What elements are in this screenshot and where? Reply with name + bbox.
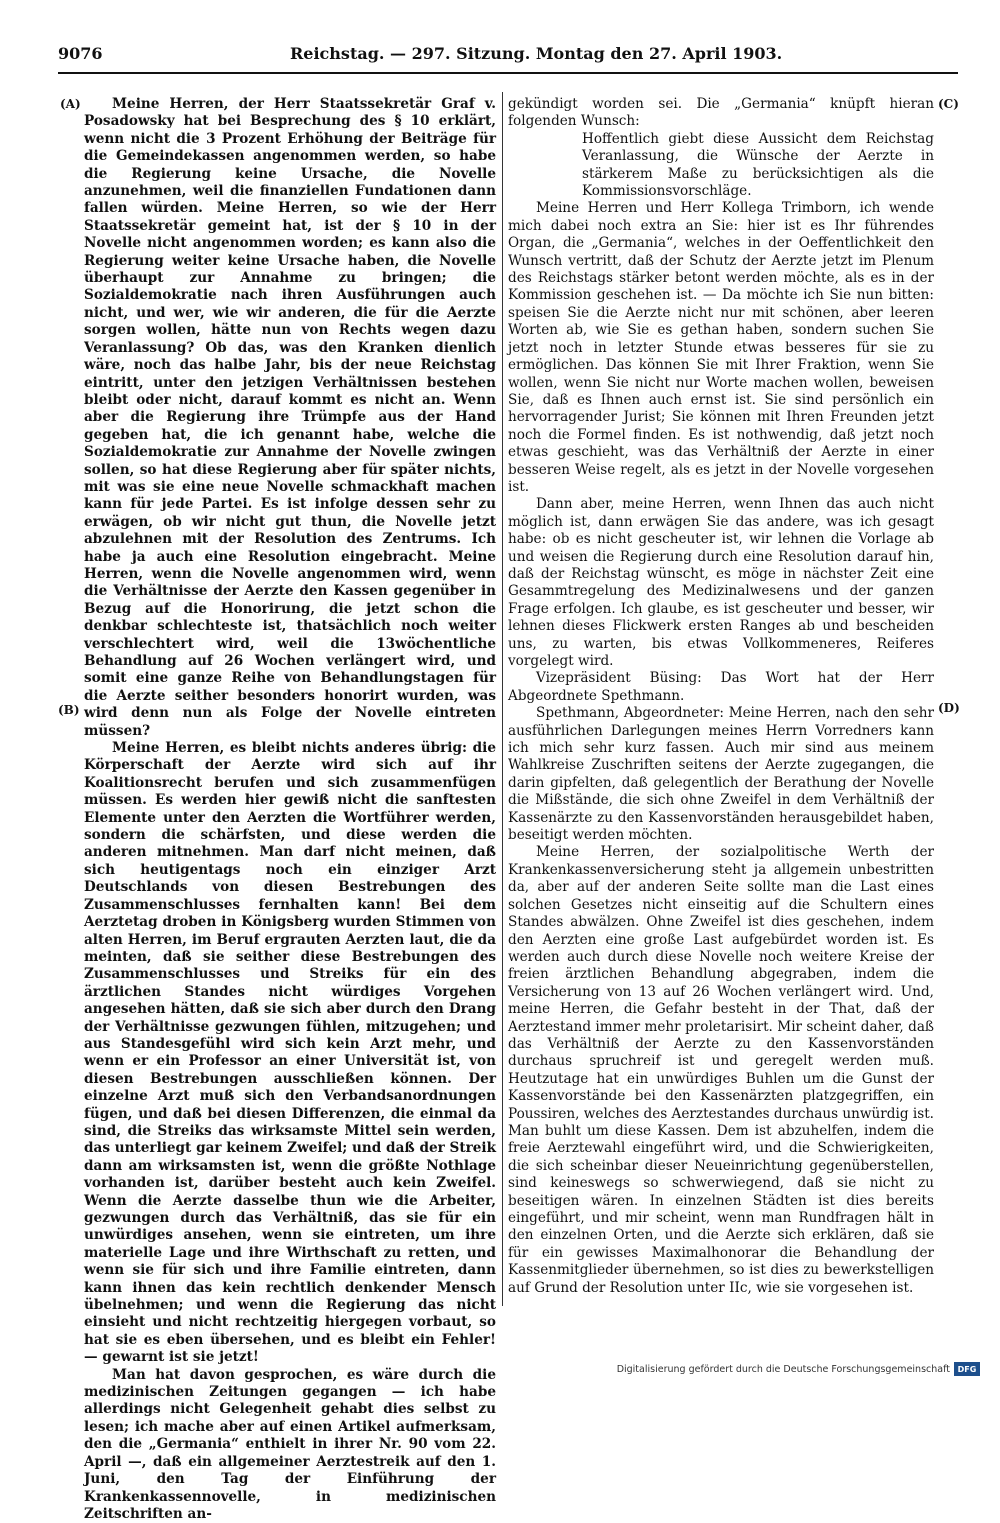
dfg-logo-icon: DFG — [954, 1362, 980, 1376]
left-paragraph-1: Meine Herren, der Herr Staatssekretär Graf v. Posadowsky hat bei Besprechung des § 10 erklärt, wenn nicht die 3 Prozent Erhöhung der Beiträge für die Gemeindekassen angenommen werden, so habe die Regierung keine Ursache, die Novelle anzunehmen, weil die finanziellen Fundationen dann fallen würden. Meine Herren, so wie der Herr Staatssekretär gemeint hat, ist der § 10 in der Novelle nicht angenommen worden; es kann also die Regierung weiter keine Ursache haben, die Novelle überhaupt zur Annahme zu bringen; die Sozialdemokratie nach ihren Ausführungen auch nicht, und wer, wie wir anderen, die für die Aerzte sorgen wollen, hätte nun von Rechts wegen dazu Veranlassung? Ob das, was den Kranken dienlich wäre, noch das halbe Jahr, bis der neue Reichstag eintritt, unter den jetzigen Verhältnissen bestehen bleibt oder nicht, darauf kommt es nicht an. Wenn aber die Regierung ihre Trümpfe aus der Hand gegeben hat, die ich genannt habe, welche die Sozialdemokratie zur Annahme der Novelle zwingen sollen, so hat diese Regierung aber für später nichts, mit was sie eine neue Novelle schmackhaft machen kann für jede Partei. Es ist infolge dessen sehr zu erwägen, ob wir nicht gut thun, die Novelle jetzt abzulehnen mit der Resolution des Zentrums. Ich habe ja auch eine Resolution eingebracht. Meine Herren, wenn die Novelle angenommen wird, wenn die Verhältnisse der Aerzte den Kassen gegenüber in Bezug auf die Honorirung, die jetzt schon die denkbar schlechteste ist, thatsächlich noch weiter verschlechtert wird, weil die 13wöchentliche Behandlung auf 26 Wochen verlängert wird, und somit eine ganze Reihe von Behandlungstagen für die Aerzte seither besonders honorirt wurden, was wird denn nun als Folge der Novelle eintreten müssen? — [84, 96, 496, 739]
header-rule — [58, 72, 958, 74]
right-paragraph-1: gekündigt worden sei. Die „Germania“ knüpft hieran folgenden Wunsch: — [508, 96, 934, 130]
margin-marker-d: (D) — [938, 701, 960, 715]
page-number: 9076 — [58, 44, 103, 63]
page-header — [58, 44, 958, 68]
funding-credit: Digitalisierung gefördert durch die Deutsche Forschungsgemeinschaft — [616, 1364, 950, 1375]
column-divider — [502, 92, 503, 1306]
left-paragraph-2: Meine Herren, es bleibt nichts anderes übrig: die Körperschaft der Aerzte wird sich auf ihr Koalitionsrecht berufen und sich zusammenfügen müssen. Es werden hier gewiß nicht die sanftesten Elemente unter den Aerzten die Wortführer werden, sondern die schärfsten, und diese werden die anderen mitnehmen. Man darf nicht meinen, daß sich heutigentags noch ein einziger Arzt Deutschlands von diesen Bestrebungen des Zusammenschlusses fernhalten kann! Bei dem Aerztetag droben in Königsberg wurden Stimmen von alten Herren, im Beruf ergrauten Aerzten laut, die da meinten, daß sie seither diese Bestrebungen des Zusammenschlusses und Streiks für ein des ärztlichen Standes nicht würdiges Vorgehen angesehen hätten, daß sie sich aber durch den Drang der Verhältnisse gezwungen fühlen, mitzugehen; und aus Standesgefühl wird sich kein Arzt mehr, und wenn er ein Professor an einer Universität ist, von diesen Bestrebungen ausschließen können. Der einzelne Arzt muß sich den Verbandsanordnungen fügen, und daß bei diesen Differenzen, die einmal da sind, die Streiks das wirksamste Mittel sein werden, das unterliegt gar keinem Zweifel; und daß der Streik dann am wirksamsten ist, wenn die größte Nothlage vorhanden ist, darüber besteht auch kein Zweifel. Wenn die Aerzte dasselbe thun wie die Arbeiter, gezwungen durch das Verhältniß, das sie für ein unwürdiges ansehen, wenn sie eintreten, um ihre materielle Lage und ihre Wirthschaft zu retten, und wenn sie für sich und ihre Familie eintreten, dann kann ihnen das kein rechtlich denkender Mensch übelnehmen; und wenn die Regierung das nicht einsieht und nicht rechtzeitig hiergegen vorbaut, so hat sie es eben übersehen, und es bleibt ein Fehler! — gewarnt ist sie jetzt! — [84, 740, 496, 1366]
margin-marker-b: (B) — [58, 703, 80, 717]
margin-marker-c: (C) — [938, 97, 959, 111]
left-column — [84, 96, 496, 1523]
germania-quote: Hoffentlich giebt diese Aussicht dem Reichstag Veranlassung, die Wünsche der Aerzte in stärkerem Maße zu berücksichtigen als die Kommissionsvorschläge. — [582, 130, 934, 200]
margin-marker-a: (A) — [60, 97, 81, 111]
footer — [580, 1362, 980, 1378]
right-paragraph-2: Meine Herren und Herr Kollega Trimborn, ich wende mich dabei noch extra an Sie: hier ist es Ihr führendes Organ, die „Germania“, welches in der Oeffentlichkeit den Wunsch vertritt, daß der Schutz der Aerzte jetzt im Plenum des Reichstags stärker betont werden möchte, als es in der Kommission geschehen ist. — Da möchte ich Sie nun bitten: speisen Sie die Aerzte nicht nur mit schönen, aber leeren Worten ab, wie Sie es gethan haben, sondern suchen Sie jetzt noch in letzter Stunde etwas besseres für sie zu ermöglichen. Das können Sie mit Ihrer Fraktion, wenn Sie wollen, wenn Sie nicht nur Worte machen wollen, beweisen Sie, daß es Ihnen auch ernst ist. Sie sind persönlich ein hervorragender Jurist; Sie können mit Ihren Freunden jetzt noch die Formel finden. Es ist nothwendig, daß jetzt noch etwas geschieht, was das Verhältniß der Aerzte in einer besseren Weise regelt, als es jetzt in der Novelle vorgesehen ist. — [508, 200, 934, 495]
speaker-vizepraesident: Vizepräsident Büsing: Das Wort hat der Herr Abgeordnete Spethmann. — [508, 670, 934, 704]
speaker-spethmann: Spethmann, Abgeordneter: Meine Herren, nach den sehr ausführlichen Darlegungen meines Herrn Vorredners kann ich mich sehr kurz fassen. Auch mir sind aus meinem Wahlkreise Zuschriften seitens der Aerzte zugegangen, die darin gipfelten, daß gelegentlich der Berathung der Novelle die Mißstände, die sich ohne Zweifel in dem Verhältniß der Kassenärzte zu den Kassenvorständen herausgebildet haben, beseitigt werden möchten. — [508, 705, 934, 844]
right-column — [508, 96, 934, 1297]
right-paragraph-3: Dann aber, meine Herren, wenn Ihnen das auch nicht möglich ist, dann erwägen Sie das andere, was ich gesagt habe: ob es nicht gescheuter ist, wir lehnen die Vorlage ab und weisen die Regierung durch eine Resolution darauf hin, daß der Reichstag wünscht, es möge in nächster Zeit eine Gesammtregelung des Medizinalwesens und der ganzen Frage erfolgen. Ich glaube, es ist gescheuter und besser, wir lehnen dieses Flickwerk ersten Ranges ab und bescheiden uns, zu warten, bis etwas Vollkommeneres, Reiferes vorgelegt wird. — [508, 496, 934, 669]
right-paragraph-6: Meine Herren, der sozialpolitische Werth der Krankenkassenversicherung steht ja allgemein unbestritten da, aber auf der anderen Seite sollte man die Last eines solchen Gesetzes nicht einseitig auf die Schultern eines Standes abwälzen. Ohne Zweifel ist dies geschehen, indem den Aerzten eine große Last aufgebürdet worden ist. Es werden auch durch diese Novelle noch weitere Kreise der freien ärztlichen Behandlung abgegraben, indem die Versicherung von 13 auf 26 Wochen verlängert wird. Und, meine Herren, die Gefahr besteht in der That, daß der Aerztestand immer mehr proletarisirt. Mir scheint daher, daß das Verhältniß der Aerzte zu den Kassenvorständen durchaus spruchreif ist und geregelt werden muß. Heutzutage hat ein unwürdiges Buhlen um die Gunst der Kassenvorstände bei den Kassenärzten platzgegriffen, ein Poussiren, welches des Aerztestandes durchaus unwürdig ist. Man buhlt um diese Kassen. Dem ist abzuhelfen, indem die freie Aerztewahl eingeführt wird, und die Schwierigkeiten, die sich scheinbar dieser Neueinrichtung gegenüberstellen, sind keineswegs so schwerwiegend, daß sie nicht zu beseitigen wären. In einzelnen Städten ist dies bereits eingeführt, und mir scheint, wenn man Rundfragen hält in den einzelnen Orten, und die Aerzte sich erklären, daß sie für ein gewisses Maximalhonorar die Behandlung der Kassenmitglieder übernehmen, so ist dies zu bewerkstelligen auf Grund der Resolution unter IIc, wie sie vorgesehen ist. — [508, 844, 934, 1296]
left-paragraph-3: Man hat davon gesprochen, es wäre durch die medizinischen Zeitungen gegangen — ich habe allerdings nicht Gelegenheit gehabt dies selbst zu lesen; ich mache aber auf einen Artikel aufmerksam, den die „Germania“ enthielt in ihrer Nr. 90 vom 22. April —, daß ein allgemeiner Aerztestreik auf den 1. Juni, den Tag der Einführung der Krankenkassennovelle, in medizinischen Zeitschriften an- — [84, 1366, 496, 1522]
running-title: Reichstag. — 297. Sitzung. Montag den 27. April 1903. — [290, 44, 783, 63]
